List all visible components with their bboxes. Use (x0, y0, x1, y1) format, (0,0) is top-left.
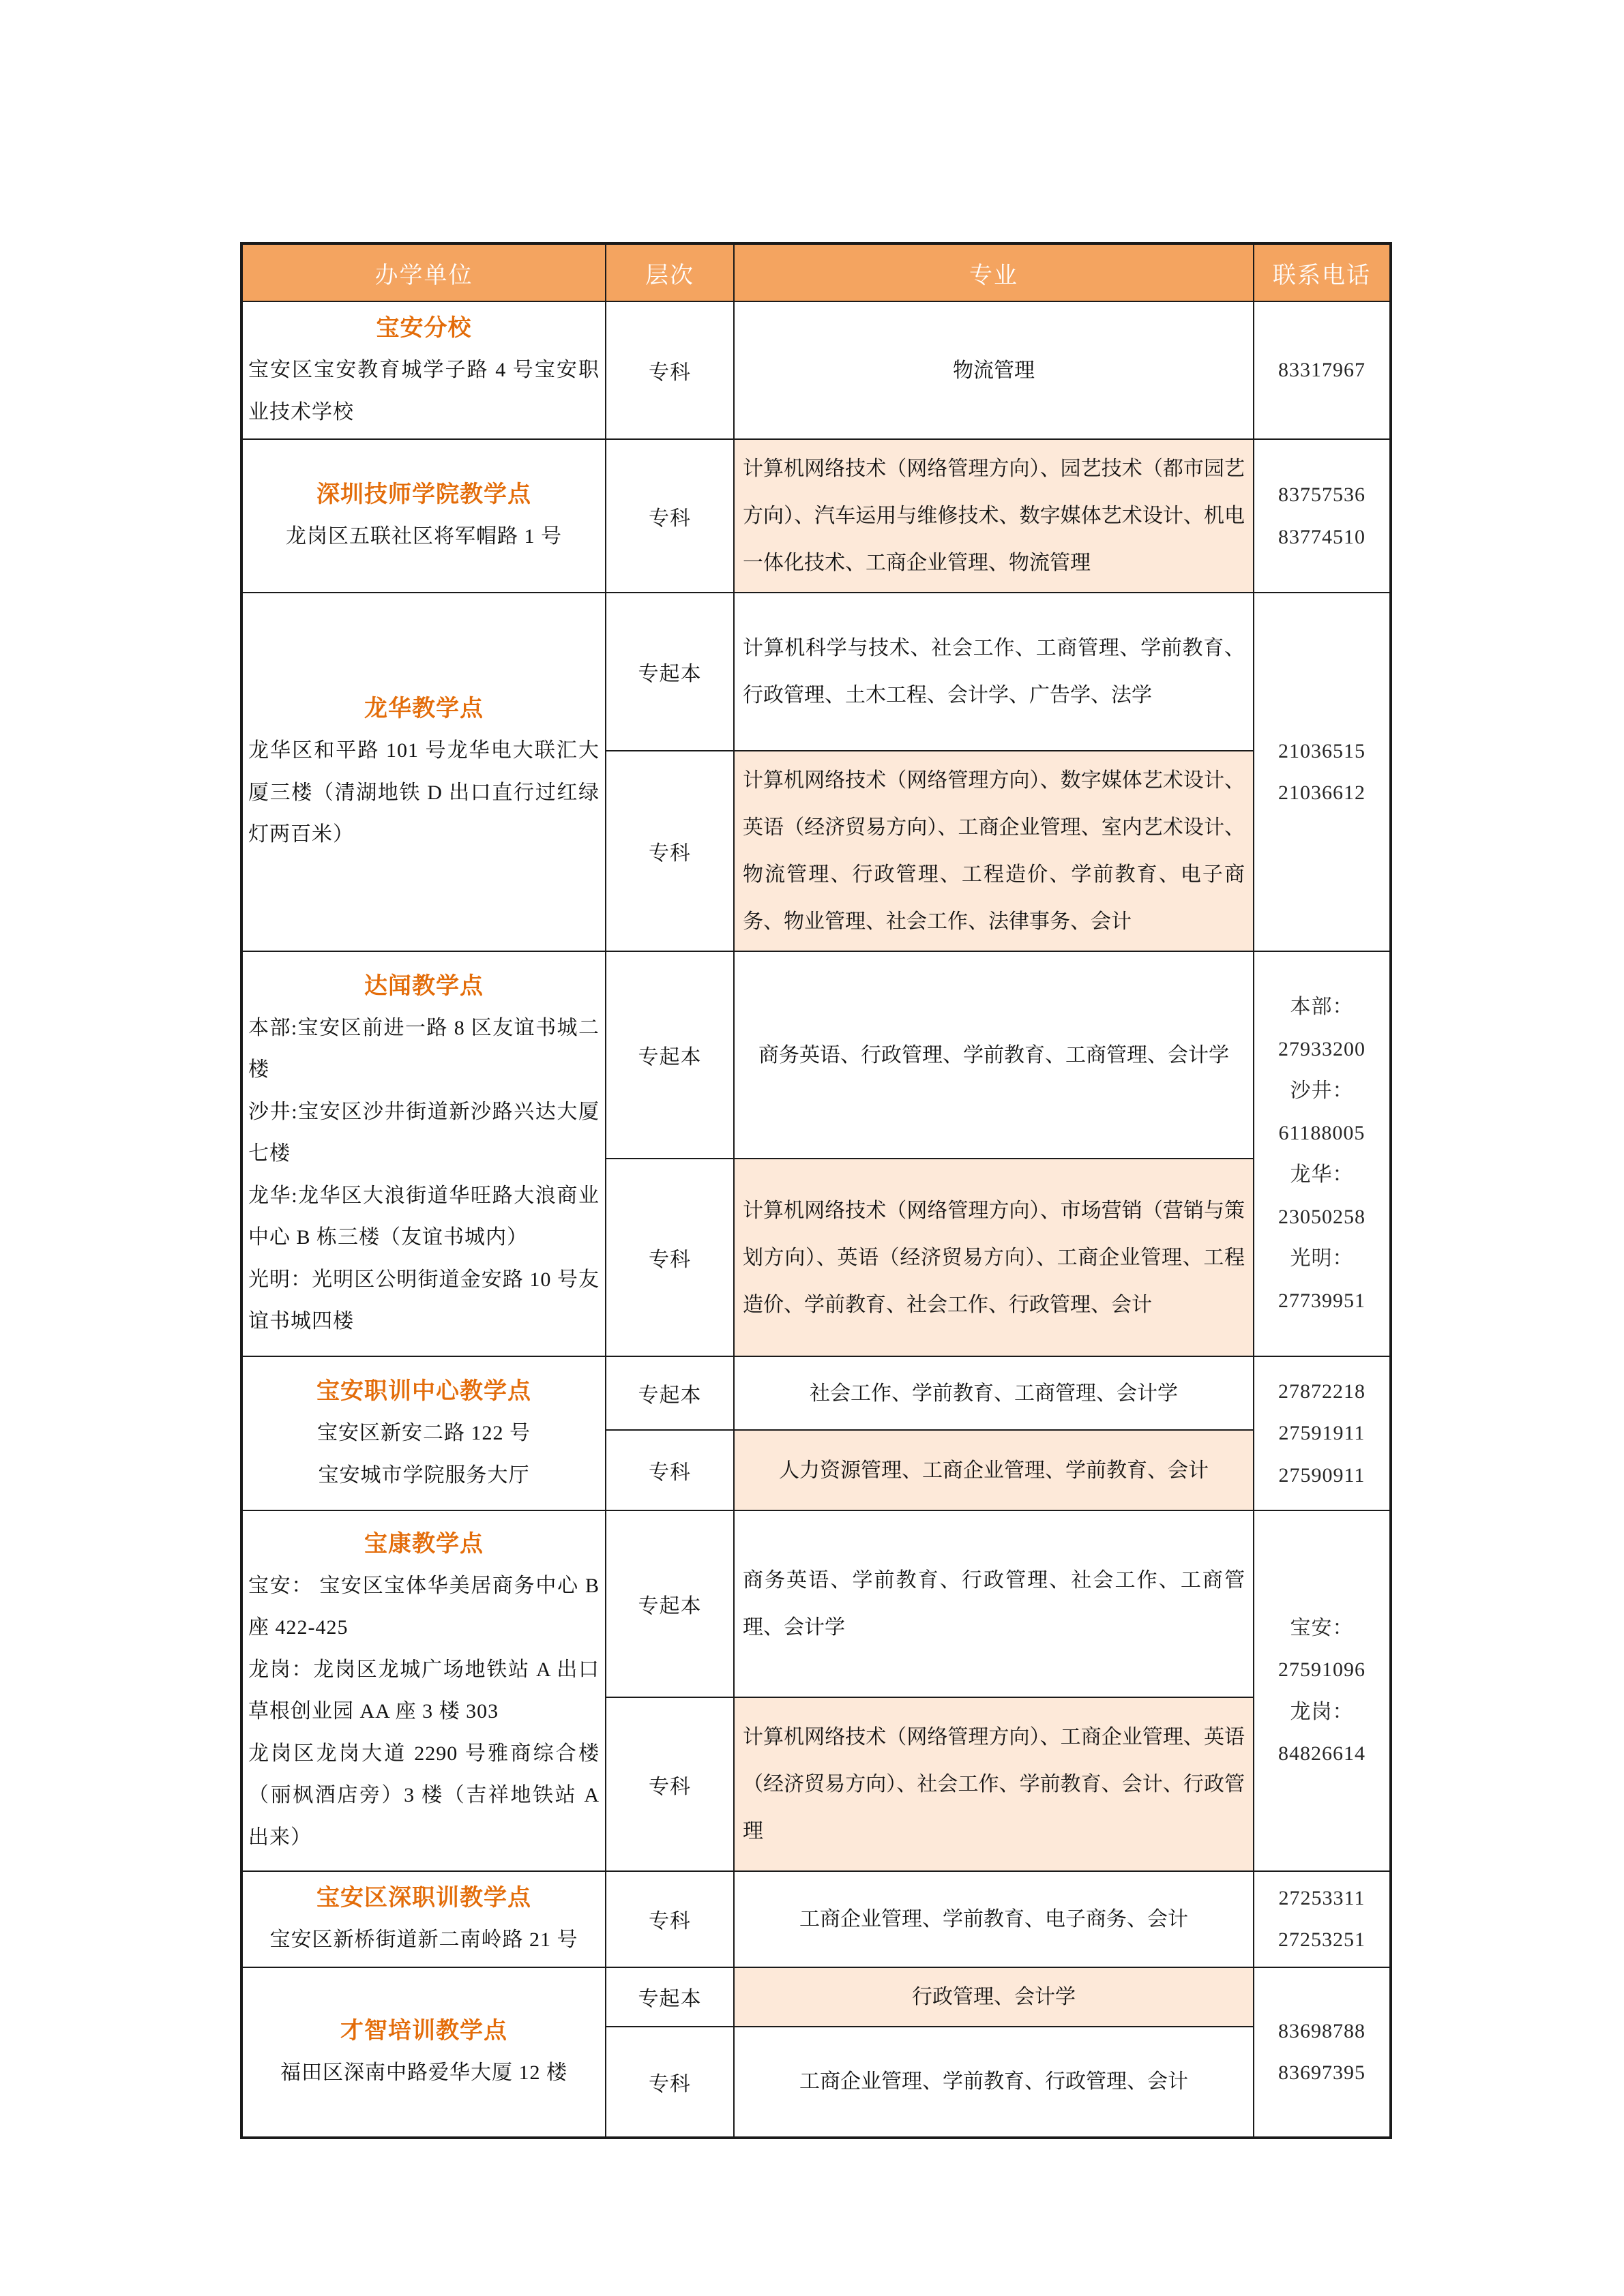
phone-line: 龙岗： (1290, 1700, 1354, 1723)
unit-address-line: 龙岗：龙岗区龙城广场地铁站 A 出口草根创业园 AA 座 3 楼 303 (248, 1658, 600, 1723)
phone-line: 27872218 (1278, 1380, 1365, 1403)
level-cell: 专起本 (606, 951, 734, 1159)
phone-line: 83697395 (1278, 2061, 1365, 2084)
header-cell-unit: 办学单位 (241, 243, 606, 301)
unit-cell (241, 593, 606, 951)
majors-cell: 计算机网络技术（网络管理方向）、市场营销（营销与策划方向）、英语（经济贸易方向）、工商企业管理、工程造价、学前教育、社会工作、行政管理、会计 (734, 1159, 1254, 1356)
unit-address-line: 龙岗区龙岗大道 2290 号雅商综合楼（丽枫酒店旁）3 楼（吉祥地铁站 A 出来） (248, 1742, 600, 1849)
majors-cell: 计算机网络技术（网络管理方向）、数字媒体艺术设计、英语（经济贸易方向）、工商企业管理、室内艺术设计、物流管理、行政管理、工程造价、学前教育、电子商务、物业管理、社会工作、法律事务、会计 (734, 751, 1254, 951)
phone-line: 83757536 (1278, 483, 1365, 506)
phone-line: 27591911 (1278, 1422, 1365, 1445)
unit-address-line: 宝安： 宝安区宝体华美居商务中心 B 座 422-425 (248, 1574, 600, 1639)
majors-cell: 商务英语、学前教育、行政管理、社会工作、工商管理、会计学 (734, 1510, 1254, 1697)
phone-line: 27933200 (1278, 1037, 1365, 1060)
level-cell: 专起本 (606, 593, 734, 751)
majors-cell: 计算机网络技术（网络管理方向）、工商企业管理、英语（经济贸易方向）、社会工作、学前教育、会计、行政管理 (734, 1697, 1254, 1871)
header-cell-phone: 联系电话 (1254, 243, 1391, 301)
unit-cell (241, 439, 606, 593)
table-body (241, 301, 1391, 2138)
phone-cell (1254, 1510, 1391, 1871)
level-cell: 专起本 (606, 1510, 734, 1697)
unit-cell (241, 1967, 606, 2138)
unit-address-line: 龙岗区五联社区将军帽路 1 号 (286, 525, 562, 548)
unit-cell (241, 1510, 606, 1871)
level-cell: 专科 (606, 1430, 734, 1510)
phone-line: 龙华： (1290, 1163, 1354, 1186)
table-row (241, 1967, 1391, 2027)
phone-cell (1254, 593, 1391, 951)
phone-line: 27590911 (1278, 1463, 1365, 1487)
unit-title: 宝康教学点 (364, 1531, 484, 1557)
unit-title: 深圳技师学院教学点 (316, 482, 531, 508)
unit-address-line: 宝安城市学院服务大厅 (318, 1463, 530, 1487)
phone-line: 61188005 (1278, 1121, 1365, 1144)
majors-cell: 工商企业管理、学前教育、行政管理、会计 (734, 2027, 1254, 2138)
level-cell: 专科 (606, 751, 734, 951)
majors-cell: 计算机网络技术（网络管理方向）、园艺技术（都市园艺方向）、汽车运用与维修技术、数字媒体艺术设计、机电一体化技术、工商企业管理、物流管理 (734, 439, 1254, 593)
phone-line: 83317967 (1278, 359, 1365, 382)
phone-line: 沙井： (1290, 1079, 1354, 1102)
phone-cell (1254, 439, 1391, 593)
phone-cell (1254, 1871, 1391, 1967)
majors-cell: 工商企业管理、学前教育、电子商务、会计 (734, 1871, 1254, 1967)
level-cell: 专科 (606, 439, 734, 593)
phone-line: 27253251 (1278, 1928, 1365, 1952)
unit-cell (241, 301, 606, 439)
phone-line: 本部： (1290, 996, 1354, 1018)
level-cell: 专科 (606, 1159, 734, 1356)
header-cell-level: 层次 (606, 243, 734, 301)
level-cell: 专起本 (606, 1967, 734, 2027)
unit-address-line: 本部:宝安区前进一路 8 区友谊书城二楼 (248, 1016, 600, 1081)
unit-cell (241, 1356, 606, 1510)
unit-address-line: 宝安区新安二路 122 号 (317, 1422, 531, 1444)
phone-line: 宝安： (1290, 1616, 1354, 1639)
level-cell: 专科 (606, 1697, 734, 1871)
phone-line: 23050258 (1278, 1205, 1365, 1228)
phone-cell (1254, 301, 1391, 439)
majors-cell: 行政管理、会计学 (734, 1967, 1254, 2027)
unit-title: 宝安职训中心教学点 (316, 1379, 531, 1404)
phone-line: 21036515 (1278, 739, 1365, 762)
phone-line: 27253311 (1278, 1886, 1365, 1909)
table-row (241, 593, 1391, 751)
unit-title: 达闻教学点 (364, 973, 484, 999)
table-row (241, 1871, 1391, 1967)
unit-address-line: 宝安区新桥街道新二南岭路 21 号 (269, 1928, 578, 1951)
table-row (241, 1356, 1391, 1430)
majors-cell: 人力资源管理、工商企业管理、学前教育、会计 (734, 1430, 1254, 1510)
table-row (241, 439, 1391, 593)
unit-address-line: 福田区深南中路爱华大厦 12 楼 (280, 2061, 567, 2084)
table-header (241, 243, 1391, 301)
unit-cell (241, 951, 606, 1356)
unit-title: 才智培训教学点 (340, 2018, 507, 2044)
enrollment-table (240, 242, 1392, 2139)
phone-cell (1254, 1967, 1391, 2138)
phone-line: 27739951 (1278, 1289, 1365, 1312)
unit-address-line: 光明：光明区公明街道金安路 10 号友谊书城四楼 (248, 1268, 600, 1332)
unit-title: 龙华教学点 (364, 696, 484, 722)
phone-cell (1254, 951, 1391, 1356)
header-row (241, 243, 1391, 301)
level-cell: 专科 (606, 1871, 734, 1967)
majors-cell: 社会工作、学前教育、工商管理、会计学 (734, 1356, 1254, 1430)
phone-line: 83774510 (1278, 525, 1365, 548)
level-cell: 专起本 (606, 1356, 734, 1430)
phone-line: 83698788 (1278, 2019, 1365, 2042)
phone-line: 21036612 (1278, 781, 1365, 804)
majors-cell: 物流管理 (734, 301, 1254, 439)
phone-line: 84826614 (1278, 1742, 1365, 1765)
unit-title: 宝安区深职训教学点 (316, 1885, 531, 1911)
phone-cell (1254, 1356, 1391, 1510)
level-cell: 专科 (606, 301, 734, 439)
level-cell: 专科 (606, 2027, 734, 2138)
phone-line: 光明： (1290, 1247, 1354, 1270)
header-cell-majors: 专业 (734, 243, 1254, 301)
unit-address-line: 宝安区宝安教育城学子路 4 号宝安职业技术学校 (248, 359, 600, 423)
table-row (241, 951, 1391, 1159)
unit-cell (241, 1871, 606, 1967)
table-row (241, 301, 1391, 439)
phone-line: 27591096 (1278, 1658, 1365, 1681)
unit-address-line: 龙华:龙华区大浪街道华旺路大浪商业中心 B 栋三楼（友谊书城内） (248, 1184, 600, 1249)
unit-title: 宝安分校 (376, 316, 472, 341)
table-row (241, 1510, 1391, 1697)
majors-cell: 商务英语、行政管理、学前教育、工商管理、会计学 (734, 951, 1254, 1159)
unit-address-line: 龙华区和平路 101 号龙华电大联汇大厦三楼（清湖地铁 D 出口直行过红绿灯两百米） (248, 739, 600, 846)
majors-cell: 计算机科学与技术、社会工作、工商管理、学前教育、行政管理、土木工程、会计学、广告学、法学 (734, 593, 1254, 751)
unit-address-line: 沙井:宝安区沙井街道新沙路兴达大厦七楼 (248, 1100, 600, 1165)
